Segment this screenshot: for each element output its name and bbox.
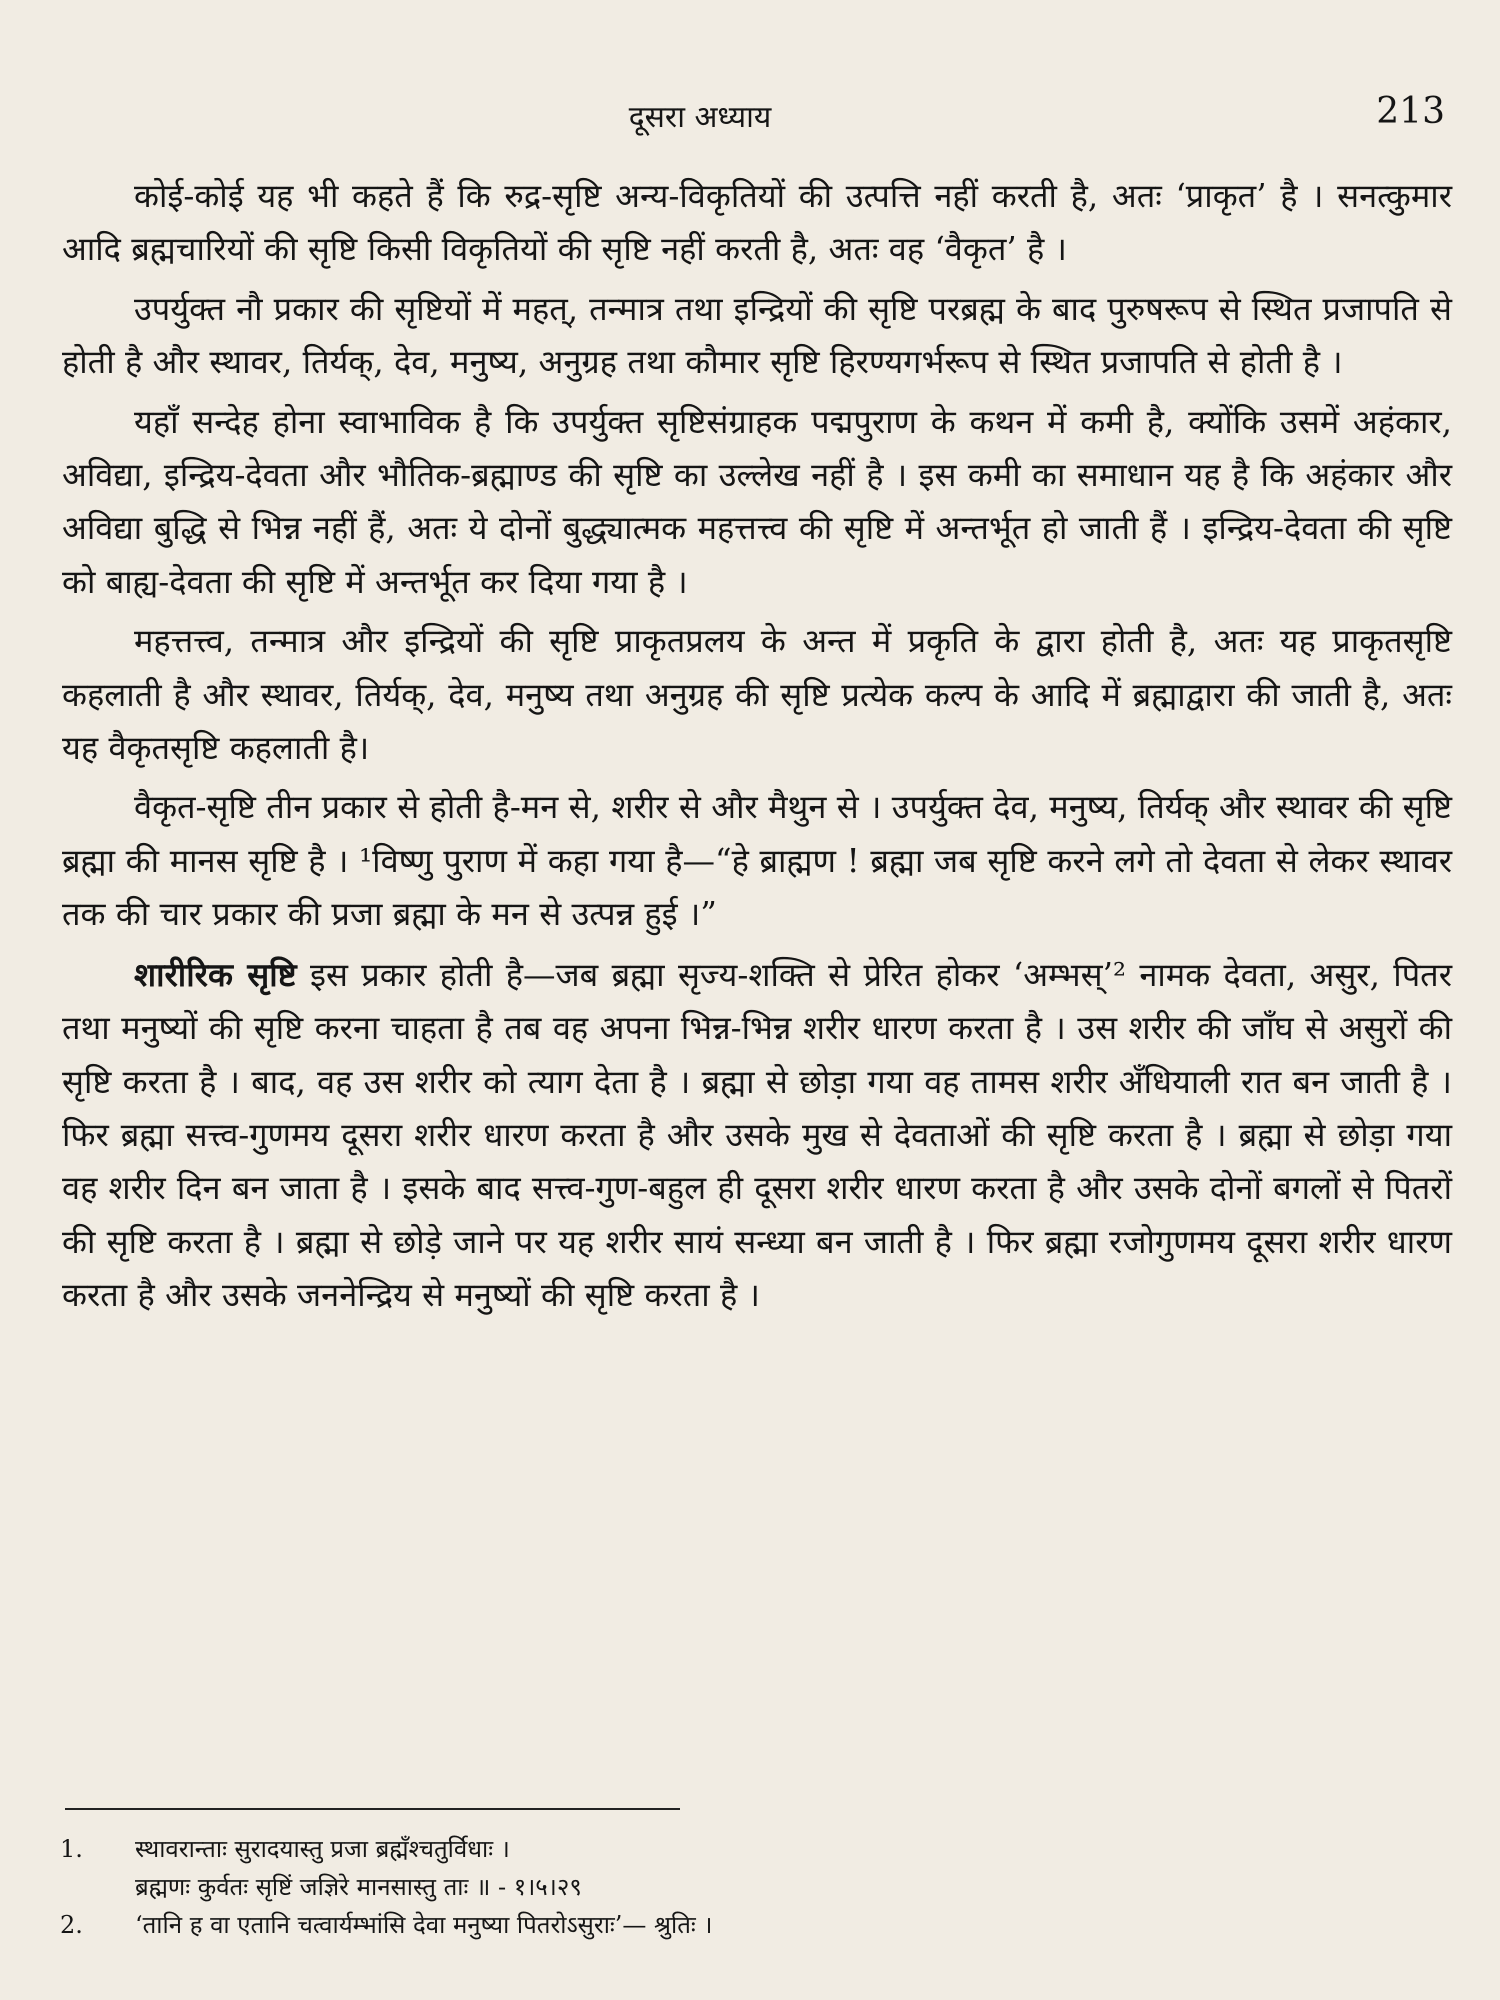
footnote-1 [60, 1830, 1460, 1906]
bold-lead-term: शारीरिक सृष्टि [134, 954, 297, 994]
paragraph-4: महत्तत्त्व, तन्मात्र और इन्द्रियों की सृष्टि प्राकृतप्रलय के अन्त में प्रकृति के द्वारा होती है, अतः यह प्राकृतसृष्टि कहलाती है और स्थावर, तिर्यक्, देव, मनुष्य तथा अनुग्रह की सृष्टि प्रत्येक कल्प के आदि में ब्रह्माद्वारा की जाती है, अतः यह वैकृतसृष्टि कहलाती है। [62, 622, 1452, 768]
paragraph-1: कोई-कोई यह भी कहते हैं कि रुद्र-सृष्टि अन्य-विकृतियों की उत्पत्ति नहीं करती है, अतः ‘प्राकृत’ है । सनत्कुमार आदि ब्रह्मचारियों की सृष्टि किसी विकृतियों की सृष्टि नहीं करती है, अतः वह ‘वैकृत’ है । [62, 177, 1452, 269]
footnote-number: 2. [60, 1911, 83, 1939]
paragraph-6 [62, 948, 1452, 1323]
footnote-text [135, 1830, 1460, 1906]
footnote-line: ‘तानि ह वा एतानि चत्वार्यम्भांसि देवा मनुष्या पितरोऽसुराः’— श्रुतिः । [135, 1911, 713, 1939]
footnote-text [135, 1906, 1460, 1944]
page-number: 213 [1376, 91, 1445, 132]
footnote-line: स्थावरान्ताः सुरादयास्तु प्रजा ब्रह्मँश्चतुर्विधाः । [135, 1835, 510, 1863]
running-header [0, 91, 1500, 135]
footnote-divider [65, 1808, 680, 1810]
paragraph-6-text: इस प्रकार होती है—जब ब्रह्मा सृज्य-शक्ति से प्रेरित होकर ‘अम्भस्’² नामक देवता, असुर, पितर तथा मनुष्यों की सृष्टि करना चाहता है तब वह अपना भिन्न-भिन्न शरीर धारण करता है । उस शरीर की जाँघ से असुरों की सृष्टि करता है । बाद, वह उस शरीर को त्याग देता है । ब्रह्मा से छोड़ा गया वह तामस शरीर अँधियाली रात बन जाती है । फिर ब्रह्मा सत्त्व-गुणमय दूसरा शरीर धारण करता है और उसके मुख से देवताओं की सृष्टि करता है । ब्रह्मा से छोड़ा गया वह शरीर दिन बन जाता है । इसके बाद सत्त्व-गुण-बहुल ही दूसरा शरीर धारण करता है और उसके दोनों बगलों से पितरों की सृष्टि करता है । ब्रह्मा से छोड़े जाने पर यह शरीर सायं सन्ध्या बन जाती है । फिर ब्रह्मा रजोगुणमय दूसरा शरीर धारण करता है और उसके जननेन्द्रिय से मनुष्यों की सृष्टि करता है । [62, 955, 1452, 1315]
paragraph-2: उपर्युक्त नौ प्रकार की सृष्टियों में महत्, तन्मात्र तथा इन्द्रियों की सृष्टि परब्रह्म के बाद पुरुषरूप से स्थित प्रजापति से होती है और स्थावर, तिर्यक्, देव, मनुष्य, अनुग्रह तथा कौमार सृष्टि हिरण्यगर्भरूप से स्थित प्रजापति से होती है । [62, 289, 1452, 382]
footnote-number: 1. [60, 1835, 83, 1863]
footnote-2 [60, 1906, 1460, 1944]
chapter-title: दूसरा अध्याय [628, 100, 772, 135]
paragraph-5: वैकृत-सृष्टि तीन प्रकार से होती है-मन से, शरीर से और मैथुन से । उपर्युक्त देव, मनुष्य, तिर्यक् और स्थावर की सृष्टि ब्रह्मा की मानस सृष्टि है । ¹विष्णु पुराण में कहा गया है—“हे ब्राह्मण ! ब्रह्मा जब सृष्टि करने लगे तो देवता से लेकर स्थावर तक की चार प्रकार की प्रजा ब्रह्मा के मन से उत्पन्न हुई ।” [62, 788, 1452, 934]
footnotes [60, 1830, 1460, 1944]
footnote-line: ब्रह्मणः कुर्वतः सृष्टिं जज्ञिरे मानसास्तु ताः ॥ - १।५।२९ [135, 1873, 582, 1901]
body-text [62, 170, 1452, 1329]
paragraph-3: यहाँ सन्देह होना स्वाभाविक है कि उपर्युक्त सृष्टिसंग्राहक पद्मपुराण के कथन में कमी है, क्योंकि उसमें अहंकार, अविद्या, इन्द्रिय-देवता और भौतिक-ब्रह्माण्ड की सृष्टि का उल्लेख नहीं है । इस कमी का समाधान यह है कि अहंकार और अविद्या बुद्धि से भिन्न नहीं हैं, अतः ये दोनों बुद्ध्यात्मक महत्तत्त्व की सृष्टि में अन्तर्भूत हो जाती हैं । इन्द्रिय-देवता की सृष्टि को बाह्य-देवता की सृष्टि में अन्तर्भूत कर दिया गया है । [62, 402, 1452, 601]
